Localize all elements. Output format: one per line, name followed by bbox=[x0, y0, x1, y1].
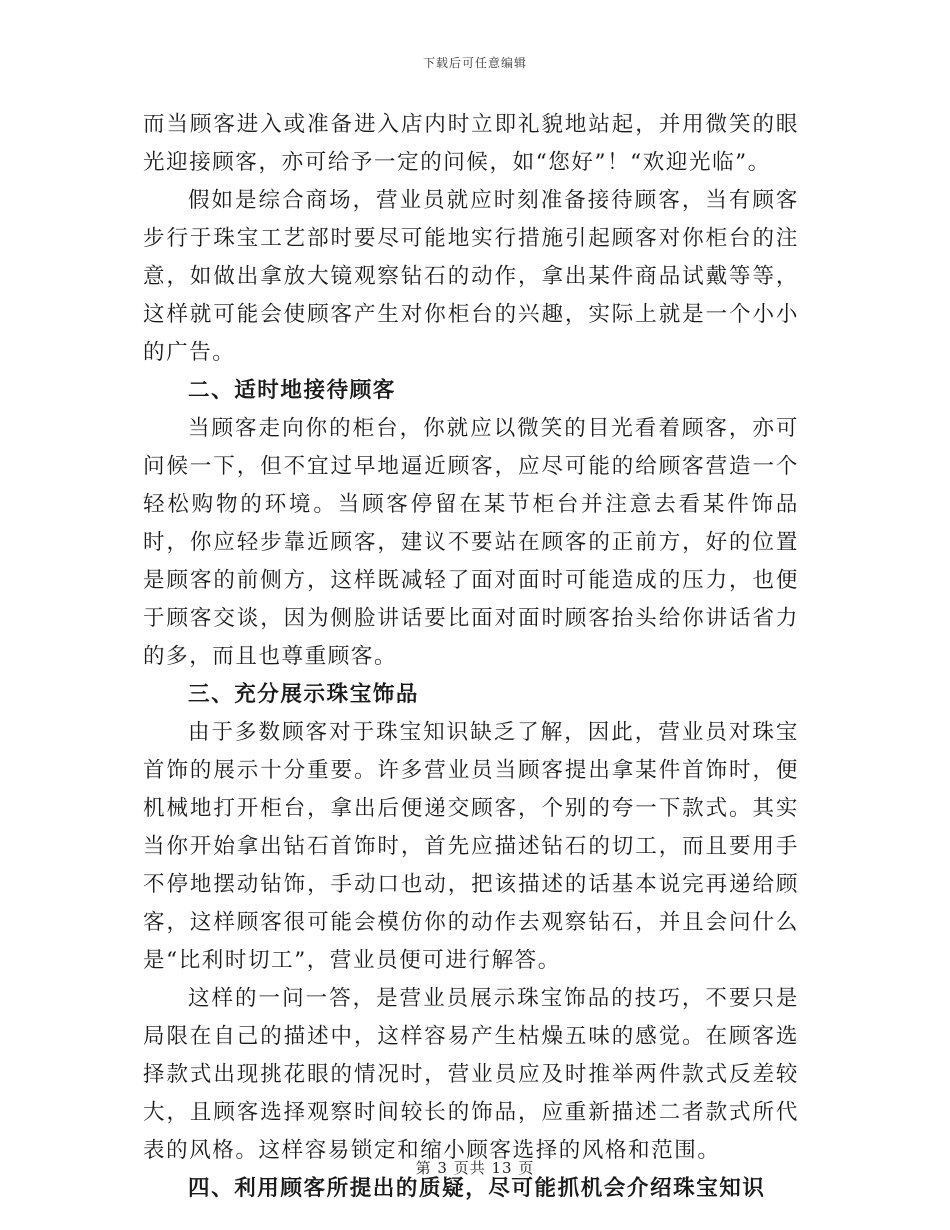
paragraph-continued: 而当顾客进入或准备进入店内时立即礼貌地站起，并用微笑的眼光迎接顾客，亦可给予一定的问候，如“您好”！“欢迎光临”。 bbox=[143, 112, 799, 175]
section-heading: 二、适时地接待顾客 bbox=[188, 378, 396, 403]
paragraph: 假如是综合商场，营业员就应时刻准备接待顾客，当有顾客步行于珠宝工艺部时要尽可能地实行措施引起顾客对你柜台的注意，如做出拿放大镜观察钻石的动作，拿出某件商品试戴等等，这样就可能会使顾客产生对你柜台的兴趣，实际上就是一个小小的广告。 bbox=[143, 188, 799, 365]
section-heading: 四、利用顾客所提出的质疑，尽可能抓机会介绍珠宝知识 bbox=[188, 1176, 766, 1201]
paragraph: 这样的一问一答，是营业员展示珠宝饰品的技巧，不要只是局限在自己的描述中，这样容易产生枯燥五味的感觉。在顾客选择款式出现挑花眼的情况时，营业员应及时推举两件款式反差较大，且顾客选择观察时间较长的饰品，应重新描述二者款式所代表的风格。这样容易锁定和缩小顾客选择的风格和范围。 bbox=[143, 986, 799, 1163]
document-body bbox=[143, 106, 799, 1208]
page-footer: 第 3 页共 13 页 bbox=[415, 1159, 535, 1177]
paragraph: 由于多数顾客对于珠宝知识缺乏了解，因此，营业员对珠宝首饰的展示十分重要。许多营业员当顾客提出拿某件首饰时，便机械地打开柜台，拿出后便递交顾客，个别的夸一下款式。其实当你开始拿出钻石首饰时，首先应描述钻石的切工，而且要用手不停地摆动钻饰，手动口也动，把该描述的话基本说完再递给顾客，这样顾客很可能会模仿你的动作去观察钻石，并且会问什么是“比利时切工”，营业员便可进行解答。 bbox=[143, 720, 799, 973]
page-header: 下载后可任意编辑 bbox=[422, 56, 527, 70]
section-heading: 三、充分展示珠宝饰品 bbox=[188, 682, 420, 707]
paragraph: 当顾客走向你的柜台，你就应以微笑的目光看着顾客，亦可问候一下，但不宜过早地逼近顾客，应尽可能的给顾客营造一个轻松购物的环境。当顾客停留在某节柜台并注意去看某件饰品时，你应轻步靠近顾客，建议不要站在顾客的正前方，好的位置是顾客的前侧方，这样既减轻了面对面时可能造成的压力，也便于顾客交谈，因为侧脸讲话要比面对面时顾客抬头给你讲话省力的多，而且也尊重顾客。 bbox=[143, 416, 799, 669]
